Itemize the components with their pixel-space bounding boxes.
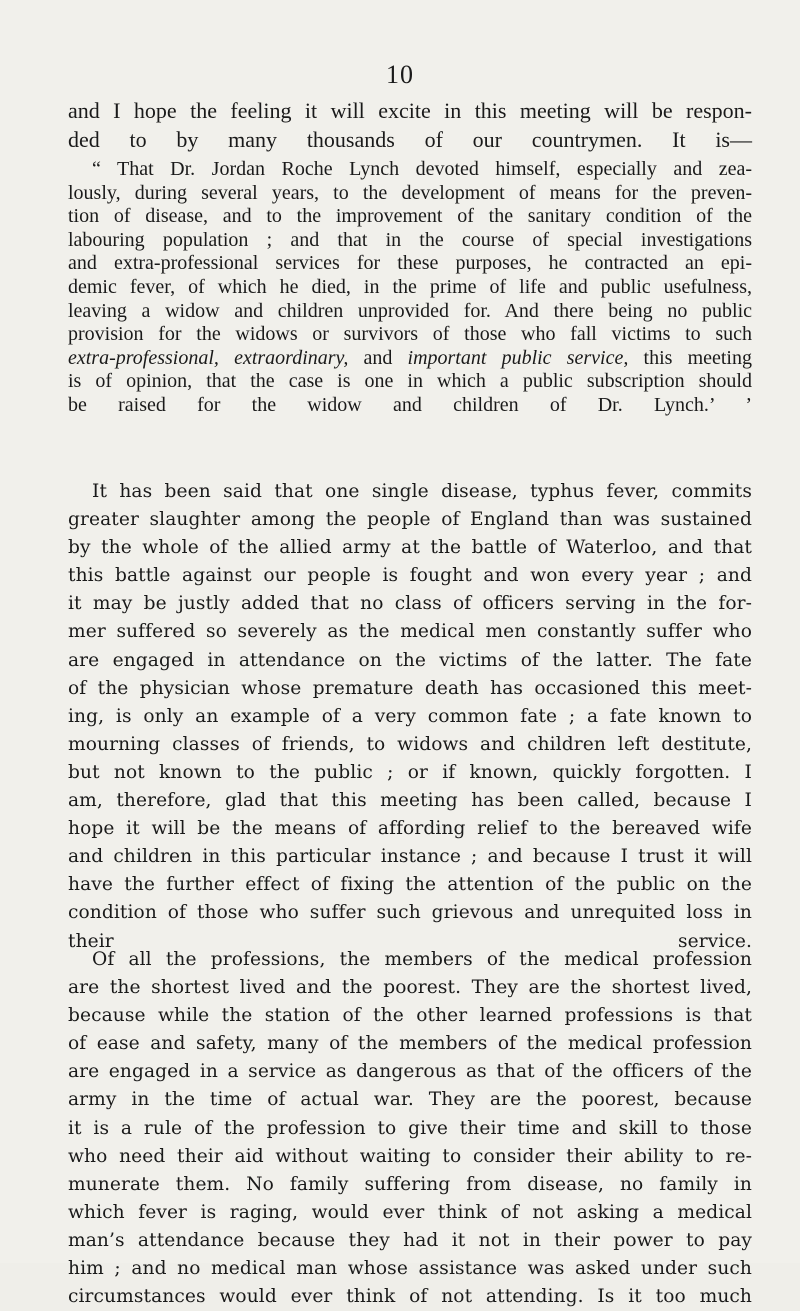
text-line: It has been said that one single disease, typhus fever, commits bbox=[92, 481, 752, 502]
text-line: army in the time of actual war. They are the poorest, because bbox=[68, 1089, 752, 1111]
text-line: hope it will be the means of affording relief to the bereaved wife bbox=[68, 818, 752, 840]
text-line: ded to by many thousands of our countrymen. It is— bbox=[68, 127, 752, 152]
text-line: but not known to the public ; or if known, quickly forgotten. I bbox=[68, 761, 752, 783]
text-line: “ That Dr. Jordan Roche Lynch devoted himself, especially and zea- bbox=[92, 158, 752, 180]
text-line: of the physician whose premature death has occasioned this meet- bbox=[68, 677, 752, 699]
text-line: have the further effect of fixing the attention of the public on the bbox=[68, 874, 752, 896]
text-line: man’s attendance because they had it not in their power to pay bbox=[68, 1229, 752, 1251]
page-number: 10 bbox=[386, 60, 414, 89]
text-line: of ease and safety, many of the members of the medical profession bbox=[68, 1033, 752, 1055]
text-line: munerate them. No family suffering from disease, no family in bbox=[68, 1173, 752, 1195]
resolution-quote bbox=[68, 158, 752, 418]
text-line: it is a rule of the profession to give their time and skill to those bbox=[68, 1117, 752, 1139]
text-line: him ; and no medical man whose assistance was asked under such bbox=[68, 1258, 752, 1280]
text-line: greater slaughter among the people of England than was sustained bbox=[68, 509, 752, 531]
text-line: it may be justly added that no class of officers serving in the for- bbox=[68, 593, 752, 615]
text-line: be raised for the widow and children of Dr. Lynch.’ ’ bbox=[68, 393, 752, 416]
text-line: am, therefore, glad that this meeting has been called, because I bbox=[68, 790, 752, 812]
text-line: provision for the widows or survivors of those who fall victims to such bbox=[68, 323, 752, 346]
text-line: labouring population ; and that in the course of special investigations bbox=[68, 228, 752, 251]
text-line: circumstances would ever think of not attending. Is it too much bbox=[68, 1286, 752, 1308]
text-line: leaving a widow and children unprovided for. And there being no public bbox=[68, 299, 752, 322]
body-paragraph-professions bbox=[68, 946, 752, 1311]
body-paragraph-typhus bbox=[68, 478, 752, 956]
text-line: this battle against our people is fought and won every year ; and bbox=[68, 565, 752, 587]
text-line: because while the station of the other learned professions is that bbox=[68, 1005, 752, 1027]
text-line: are the shortest lived and the poorest. They are the shortest lived, bbox=[68, 977, 752, 999]
text-line: and children in this particular instance ; and because I trust it will bbox=[68, 846, 752, 868]
italic-phrase: extra-professional, extraordinary, bbox=[68, 346, 349, 369]
text-line: lously, during several years, to the development of means for the preven- bbox=[68, 181, 752, 204]
plain-phrase: this meeting bbox=[628, 346, 752, 369]
text-line: condition of those who suffer such grievous and unrequited loss in bbox=[68, 902, 752, 924]
text-line-mixed bbox=[68, 347, 752, 371]
text-line: are engaged in a service as dangerous as that of the officers of the bbox=[68, 1061, 752, 1083]
text-line: which fever is raging, would ever think of not asking a medical bbox=[68, 1201, 752, 1223]
text-line: mer suffered so severely as the medical men constantly suffer who bbox=[68, 621, 752, 643]
text-line: are engaged in attendance on the victims of the latter. The fate bbox=[68, 649, 752, 671]
text-line: by the whole of the allied army at the battle of Waterloo, and that bbox=[68, 537, 752, 559]
text-line: their service. bbox=[68, 930, 752, 952]
intro-paragraph bbox=[68, 96, 752, 154]
text-line: ing, is only an example of a very common fate ; a fate known to bbox=[68, 705, 752, 727]
text-line: tion of disease, and to the improvement of the sanitary condition of the bbox=[68, 205, 752, 228]
text-line: mourning classes of friends, to widows and children left destitute, bbox=[68, 733, 752, 755]
italic-phrase: important public service, bbox=[407, 346, 629, 369]
text-line: who need their aid without waiting to consider their ability to re- bbox=[68, 1145, 752, 1167]
text-line: is of opinion, that the case is one in which a public subscription should bbox=[68, 370, 752, 393]
text-line: demic fever, of which he died, in the prime of life and public usefulness, bbox=[68, 275, 752, 298]
plain-phrase: and bbox=[348, 346, 408, 369]
text-line: and I hope the feeling it will excite in this meeting will be respon- bbox=[68, 98, 752, 123]
text-line: Of all the professions, the members of the medical profession bbox=[92, 949, 752, 970]
text-line: and extra-professional services for these purposes, he contracted an epi- bbox=[68, 252, 752, 275]
